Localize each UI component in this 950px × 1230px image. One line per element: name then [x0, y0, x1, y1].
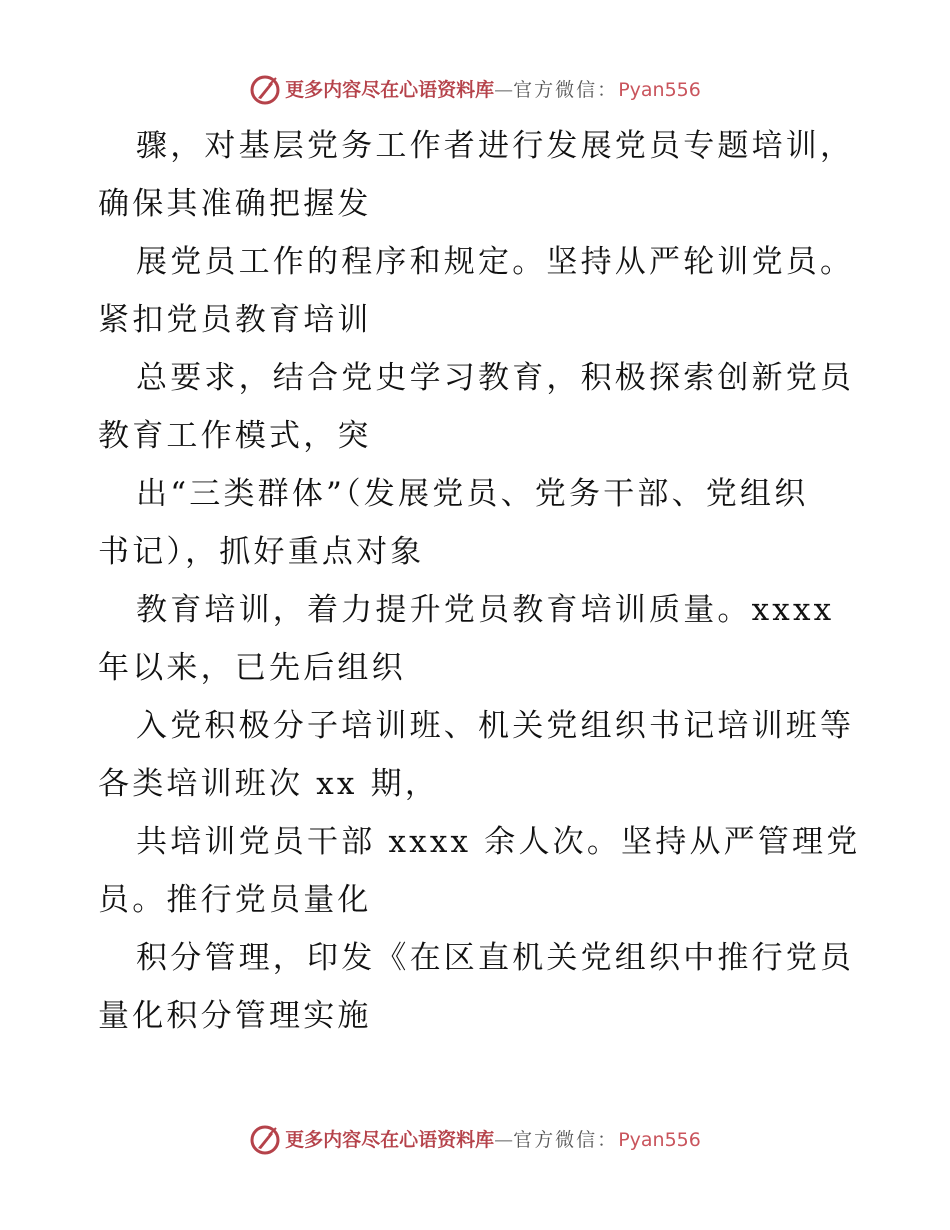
- header-watermark: [0, 73, 950, 107]
- text-line: 员。推行党员量化: [98, 882, 372, 918]
- text-line: 书记），抓好重点对象: [98, 534, 425, 570]
- watermark-label: 官方微信：: [513, 79, 619, 101]
- footer-watermark: [0, 1123, 950, 1157]
- watermark-dash: —: [494, 1129, 514, 1151]
- quill-pen-icon: [249, 1124, 281, 1156]
- watermark-label: 官方微信：: [513, 1129, 619, 1151]
- text-line: 年以来，已先后组织: [98, 650, 406, 686]
- watermark-main-text: 更多内容尽在心语资料库: [285, 79, 495, 101]
- text-line: 出“三类群体”（发展党员、党务干部、党组织: [136, 476, 809, 512]
- text-line: 确保其准确把握发: [98, 186, 372, 222]
- text-line: 教育培训，着力提升党员教育培训质量。xxxx: [136, 592, 835, 628]
- text-line: 教育工作模式，突: [98, 418, 372, 454]
- text-line: 各类培训班次 xx 期，: [98, 766, 440, 802]
- watermark-wechat-id: Pyan556: [618, 79, 701, 101]
- text-line: 总要求，结合党史学习教育，积极探索创新党员: [136, 360, 855, 396]
- watermark-wechat-id: Pyan556: [618, 1129, 701, 1151]
- text-line: 骤，对基层党务工作者进行发展党员专题培训，: [136, 128, 855, 164]
- body-text: [98, 117, 861, 1045]
- text-line: 入党积极分子培训班、机关党组织书记培训班等: [136, 708, 855, 744]
- text-line: 紧扣党员教育培训: [98, 302, 372, 338]
- watermark-dash: —: [494, 79, 514, 101]
- text-line: 积分管理，印发《在区直机关党组织中推行党员: [136, 940, 855, 976]
- text-line: 展党员工作的程序和规定。坚持从严轮训党员。: [136, 244, 855, 280]
- text-line: 量化积分管理实施: [98, 998, 372, 1034]
- watermark-main-text: 更多内容尽在心语资料库: [285, 1129, 495, 1151]
- text-line: 共培训党员干部 xxxx 余人次。坚持从严管理党: [136, 824, 861, 860]
- quill-pen-icon: [249, 74, 281, 106]
